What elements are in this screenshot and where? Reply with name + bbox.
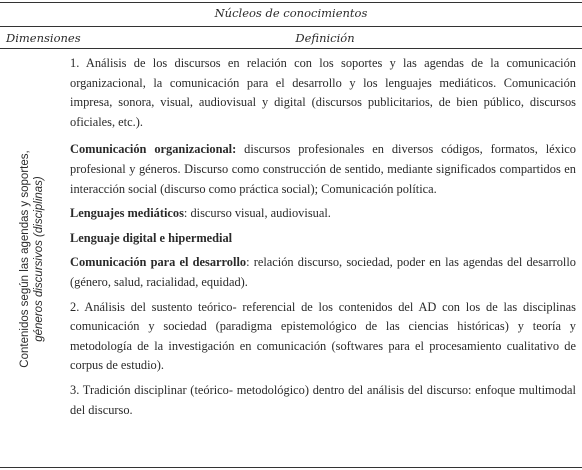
dimension-label-line1: Contenidos según las agendas y soportes, xyxy=(19,150,31,368)
header-rule xyxy=(0,26,582,27)
dev-paragraph xyxy=(70,253,576,292)
media-label: Lenguajes mediáticos xyxy=(70,206,184,221)
dev-label: Comunicación para el desarrollo xyxy=(70,255,247,270)
dev-text: : relación discurso, sociedad, poder en las agendas del desarrollo (género, salud, racialidad, equidad). xyxy=(70,255,577,289)
item-1: 1. Análisis de los discursos en relación con los soportes y las agendas de la comunicación organizacional, la comunicación para el desarrollo y los lenguajes mediáticos. Comunicación impresa, sonora, visual, audiovisual y digital (discursos publicitarios, de bien público, discursos oficiales, etc.). xyxy=(70,56,576,129)
group-header: Núcleos de conocimientos xyxy=(214,6,368,20)
digital-label: Lenguaje digital e hipermedial xyxy=(70,230,233,245)
bottom-rule xyxy=(0,467,582,468)
column-header-definition: Definición xyxy=(295,31,355,45)
digital-paragraph xyxy=(70,229,576,249)
media-text: : discurso visual, audiovisual. xyxy=(183,206,331,221)
dimension-label xyxy=(18,54,46,464)
column-header-dimensions: Dimensiones xyxy=(6,31,81,45)
top-rule xyxy=(0,2,582,3)
org-text: discursos profesionales en diversos códigos, formatos, léxico profesional y géneros. Discurso como construcción de sentido, mediante significados compartidos en interacción social (discurso como práctica social); Comunicación política. xyxy=(70,142,576,196)
item-2: 2. Análisis del sustento teórico- referencial de los contenidos del AD con los de las disciplinas comunicación y sociedad (paradigma epistemológico de las ciencias históricas) y teoría y metodología de la investigación en comunicación (softwares para el procesamiento cualitativo de corpus de estudio). xyxy=(70,299,576,373)
subheader-rule xyxy=(0,48,582,49)
dimension-label-line2: géneros discursivos (disciplinas) xyxy=(33,176,45,342)
org-paragraph xyxy=(70,140,576,199)
media-paragraph xyxy=(70,204,576,224)
dimension-cell xyxy=(0,50,64,468)
definition-cell xyxy=(70,50,576,420)
item-3: 3. Tradición disciplinar (teórico- metodológico) dentro del análisis del discurso: enfoque multimodal del discurso. xyxy=(70,382,576,417)
org-label: Comunicación organizacional: xyxy=(70,142,237,157)
